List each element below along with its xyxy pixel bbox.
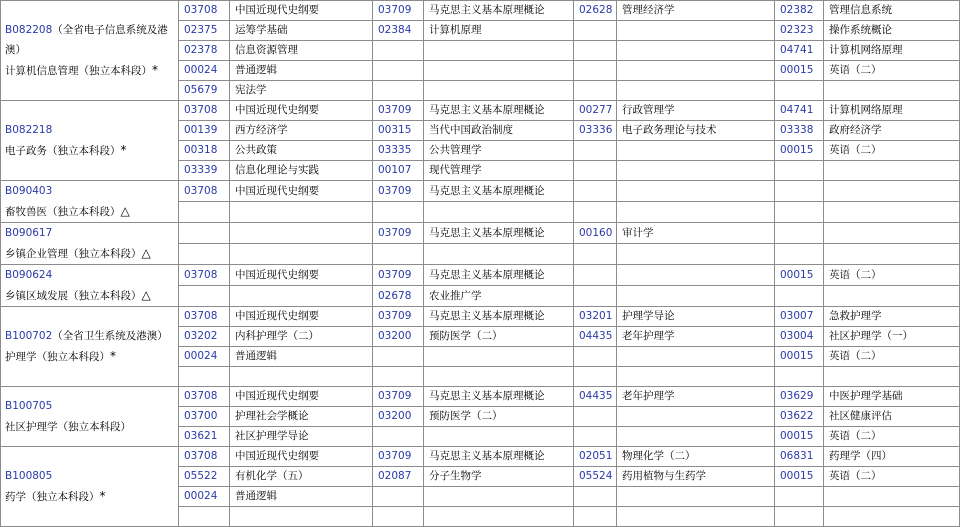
- course-code: 03708: [179, 1, 230, 21]
- course-code: 05524: [574, 467, 617, 487]
- course-code: 00318: [179, 141, 230, 161]
- course-name: [230, 286, 373, 307]
- course-name: [617, 367, 775, 387]
- table-row: [1, 1, 960, 21]
- course-name: 护理学导论: [617, 307, 775, 327]
- course-name: 物理化学（二）: [617, 447, 775, 467]
- course-code: [373, 347, 424, 367]
- course-name: [617, 202, 775, 223]
- course-code: [574, 21, 617, 41]
- table-row: [1, 307, 960, 327]
- major-cell: [1, 181, 179, 223]
- course-code: 03709: [373, 223, 424, 244]
- major-cell: [1, 387, 179, 447]
- course-code: 03201: [574, 307, 617, 327]
- course-code: [775, 181, 824, 202]
- course-code: [775, 487, 824, 507]
- course-name: [617, 507, 775, 527]
- course-name: 计算机网络原理: [824, 101, 960, 121]
- course-name: 预防医学（二）: [424, 407, 574, 427]
- major-name-line: [5, 285, 178, 306]
- course-name: [824, 487, 960, 507]
- course-name: [617, 141, 775, 161]
- course-name: 当代中国政治制度: [424, 121, 574, 141]
- course-name: 普通逻辑: [230, 487, 373, 507]
- course-name: [230, 367, 373, 387]
- course-name: 计算机网络原理: [824, 41, 960, 61]
- course-code: [373, 507, 424, 527]
- course-name: 马克思主义基本原理概论: [424, 447, 574, 467]
- course-code: 00024: [179, 347, 230, 367]
- major-mark: △: [141, 288, 151, 302]
- course-name: [824, 81, 960, 101]
- course-name: 英语（二）: [824, 347, 960, 367]
- major-code-line: [5, 120, 178, 140]
- major-scope-note: （全省电子信息系统及港澳）: [5, 24, 168, 56]
- course-code: [574, 161, 617, 181]
- course-name: [824, 223, 960, 244]
- course-name: 信息化理论与实践: [230, 161, 373, 181]
- course-code: 02678: [373, 286, 424, 307]
- major-mark: △: [120, 204, 130, 218]
- course-code: [775, 81, 824, 101]
- course-name: [424, 244, 574, 265]
- major-cell: [1, 223, 179, 265]
- major-mark: *: [99, 489, 106, 503]
- table-row: [1, 265, 960, 286]
- course-code: 03200: [373, 407, 424, 427]
- course-code: 05679: [179, 81, 230, 101]
- major-name-line: [5, 486, 178, 507]
- course-code: [775, 223, 824, 244]
- course-name: [230, 507, 373, 527]
- course-name: 社区护理学（一）: [824, 327, 960, 347]
- course-name: [424, 41, 574, 61]
- course-code: [574, 181, 617, 202]
- course-code: [373, 244, 424, 265]
- major-name: 电子政务（独立本科段）: [5, 145, 121, 157]
- major-code-line: [5, 326, 178, 346]
- course-name: 电子政务理论与技术: [617, 121, 775, 141]
- course-code: 04741: [775, 41, 824, 61]
- course-name: 急救护理学: [824, 307, 960, 327]
- course-name: 预防医学（二）: [424, 327, 574, 347]
- course-name: [424, 202, 574, 223]
- course-name: 分子生物学: [424, 467, 574, 487]
- course-name: [230, 202, 373, 223]
- course-code: 00015: [775, 265, 824, 286]
- course-name: [424, 507, 574, 527]
- major-name-line: [5, 243, 178, 264]
- course-name: 公共政策: [230, 141, 373, 161]
- course-name: [824, 161, 960, 181]
- major-cell: [1, 101, 179, 181]
- course-name: 英语（二）: [824, 265, 960, 286]
- course-name: 中国近现代史纲要: [230, 181, 373, 202]
- course-code: 03709: [373, 1, 424, 21]
- major-name-line: [5, 201, 178, 222]
- course-name: 中国近现代史纲要: [230, 387, 373, 407]
- course-code: [574, 244, 617, 265]
- major-mark: *: [110, 349, 116, 363]
- course-code: 02384: [373, 21, 424, 41]
- course-code: [775, 367, 824, 387]
- course-code: 00015: [775, 347, 824, 367]
- course-name: 马克思主义基本原理概论: [424, 1, 574, 21]
- course-name: 英语（二）: [824, 61, 960, 81]
- course-name: [230, 244, 373, 265]
- course-code: [373, 41, 424, 61]
- major-code-line: [5, 396, 178, 416]
- course-code: 00160: [574, 223, 617, 244]
- major-cell: [1, 1, 179, 101]
- course-code: 03708: [179, 181, 230, 202]
- major-code-line: [5, 466, 178, 486]
- course-name: 马克思主义基本原理概论: [424, 387, 574, 407]
- course-name: [424, 347, 574, 367]
- course-name: 运筹学基础: [230, 21, 373, 41]
- course-code: [179, 202, 230, 223]
- course-name: 老年护理学: [617, 327, 775, 347]
- course-code: 02628: [574, 1, 617, 21]
- course-name: [824, 286, 960, 307]
- course-code: 02051: [574, 447, 617, 467]
- major-name: 护理学（独立本科段）: [5, 351, 110, 363]
- major-cell: [1, 307, 179, 387]
- course-name: 中国近现代史纲要: [230, 447, 373, 467]
- table-row: [1, 101, 960, 121]
- major-mark: *: [152, 63, 158, 77]
- course-code: 04435: [574, 327, 617, 347]
- table-row: [1, 223, 960, 244]
- course-name: 普通逻辑: [230, 347, 373, 367]
- course-code: [574, 265, 617, 286]
- major-code: B090624: [5, 269, 53, 281]
- major-name: 计算机信息管理（独立本科段）: [5, 65, 152, 77]
- course-name: 操作系统概论: [824, 21, 960, 41]
- major-name-line: [5, 346, 178, 367]
- course-name: [617, 21, 775, 41]
- course-name: 中医护理学基础: [824, 387, 960, 407]
- major-code: B090617: [5, 227, 53, 239]
- major-code: B082218: [5, 124, 53, 136]
- course-name: [617, 407, 775, 427]
- course-name: 管理信息系统: [824, 1, 960, 21]
- course-name: [617, 286, 775, 307]
- course-code: 03709: [373, 387, 424, 407]
- course-code: [574, 141, 617, 161]
- course-code: 02382: [775, 1, 824, 21]
- course-name: [617, 487, 775, 507]
- course-name: [424, 61, 574, 81]
- course-code: 03708: [179, 265, 230, 286]
- course-code: 03338: [775, 121, 824, 141]
- course-name: 宪法学: [230, 81, 373, 101]
- course-name: 药用植物与生药学: [617, 467, 775, 487]
- course-code: [574, 286, 617, 307]
- major-name: 社区护理学（独立本科段）: [5, 421, 131, 433]
- major-code: B090403: [5, 185, 53, 197]
- course-code: 03004: [775, 327, 824, 347]
- course-code: 00107: [373, 161, 424, 181]
- course-code: 00015: [775, 427, 824, 447]
- course-name: 中国近现代史纲要: [230, 265, 373, 286]
- course-name: 内科护理学（二）: [230, 327, 373, 347]
- major-name: 畜牧兽医（独立本科段）: [5, 206, 121, 218]
- major-mark: △: [141, 246, 151, 260]
- course-name: 社区健康评估: [824, 407, 960, 427]
- course-code: [179, 244, 230, 265]
- course-name: [424, 427, 574, 447]
- major-name-line: [5, 416, 178, 437]
- course-code: 03708: [179, 101, 230, 121]
- course-code: [574, 81, 617, 101]
- course-code: 03709: [373, 101, 424, 121]
- major-mark: *: [120, 143, 127, 157]
- course-code: [775, 507, 824, 527]
- course-code: [574, 61, 617, 81]
- course-code: 02375: [179, 21, 230, 41]
- course-code: 03200: [373, 327, 424, 347]
- course-code: 06831: [775, 447, 824, 467]
- major-code-line: [5, 20, 178, 60]
- major-cell: [1, 265, 179, 307]
- course-name: 英语（二）: [824, 467, 960, 487]
- course-code: [775, 202, 824, 223]
- course-code: [179, 367, 230, 387]
- course-name: 马克思主义基本原理概论: [424, 223, 574, 244]
- course-code: [775, 244, 824, 265]
- course-code: 03709: [373, 447, 424, 467]
- course-code: 03700: [179, 407, 230, 427]
- major-name: 乡镇区域发展（独立本科段）: [5, 290, 142, 302]
- course-name: [617, 81, 775, 101]
- course-code: [775, 286, 824, 307]
- course-name: 中国近现代史纲要: [230, 307, 373, 327]
- course-code: 04435: [574, 387, 617, 407]
- course-name: [617, 161, 775, 181]
- course-code: [373, 61, 424, 81]
- course-code: [179, 507, 230, 527]
- course-code: 02378: [179, 41, 230, 61]
- course-code: 04741: [775, 101, 824, 121]
- course-code: [574, 41, 617, 61]
- course-code: 00015: [775, 61, 824, 81]
- course-name: 英语（二）: [824, 427, 960, 447]
- major-code-line: [5, 181, 178, 201]
- course-name: [617, 347, 775, 367]
- course-code: 00024: [179, 61, 230, 81]
- course-name: 公共管理学: [424, 141, 574, 161]
- course-name: [617, 427, 775, 447]
- course-code: 03708: [179, 387, 230, 407]
- course-code: [574, 487, 617, 507]
- course-name: [824, 181, 960, 202]
- course-name: 药理学（四）: [824, 447, 960, 467]
- course-name: [824, 507, 960, 527]
- course-name: [230, 223, 373, 244]
- course-code: 00015: [775, 141, 824, 161]
- major-code: B082208: [5, 24, 53, 36]
- course-code: 03339: [179, 161, 230, 181]
- course-name: 老年护理学: [617, 387, 775, 407]
- course-code: [179, 223, 230, 244]
- course-name: [424, 487, 574, 507]
- course-code: 03708: [179, 307, 230, 327]
- course-name: [617, 61, 775, 81]
- course-name: 管理经济学: [617, 1, 775, 21]
- course-name: [617, 181, 775, 202]
- course-name: [424, 367, 574, 387]
- course-name: 有机化学（五）: [230, 467, 373, 487]
- course-name: 社区护理学导论: [230, 427, 373, 447]
- course-code: 02087: [373, 467, 424, 487]
- major-name: 乡镇企业管理（独立本科段）: [5, 248, 142, 260]
- course-name: [617, 41, 775, 61]
- major-code-line: [5, 223, 178, 243]
- course-code: 05522: [179, 467, 230, 487]
- course-code: [373, 202, 424, 223]
- course-code: 03007: [775, 307, 824, 327]
- course-code: 03629: [775, 387, 824, 407]
- course-name: 计算机原理: [424, 21, 574, 41]
- course-name: 农业推广学: [424, 286, 574, 307]
- course-code: 03336: [574, 121, 617, 141]
- course-name: 普通逻辑: [230, 61, 373, 81]
- course-name: 西方经济学: [230, 121, 373, 141]
- course-code: [574, 347, 617, 367]
- course-code: 03622: [775, 407, 824, 427]
- course-name: [824, 202, 960, 223]
- course-name: [617, 265, 775, 286]
- course-name: 马克思主义基本原理概论: [424, 181, 574, 202]
- course-name: [824, 244, 960, 265]
- course-name: [617, 244, 775, 265]
- course-name: 信息资源管理: [230, 41, 373, 61]
- major-name-line: [5, 60, 178, 81]
- course-name: 马克思主义基本原理概论: [424, 307, 574, 327]
- course-code: [574, 427, 617, 447]
- course-code: 03709: [373, 181, 424, 202]
- course-code: 03621: [179, 427, 230, 447]
- major-code-line: [5, 265, 178, 285]
- course-code: 03709: [373, 307, 424, 327]
- course-code: 03202: [179, 327, 230, 347]
- course-code: 00015: [775, 467, 824, 487]
- course-code: 00315: [373, 121, 424, 141]
- course-code: 00277: [574, 101, 617, 121]
- table-row: [1, 181, 960, 202]
- course-code: 02323: [775, 21, 824, 41]
- major-name: 药学（独立本科段）: [5, 491, 100, 503]
- course-code: 03708: [179, 447, 230, 467]
- course-code: [775, 161, 824, 181]
- course-name: 英语（二）: [824, 141, 960, 161]
- course-code: [574, 507, 617, 527]
- course-code: [574, 367, 617, 387]
- major-cell: [1, 447, 179, 527]
- course-name: 行政管理学: [617, 101, 775, 121]
- course-code: [179, 286, 230, 307]
- table-row: [1, 387, 960, 407]
- course-name: 护理社会学概论: [230, 407, 373, 427]
- course-name: 中国近现代史纲要: [230, 101, 373, 121]
- major-name-line: [5, 140, 178, 161]
- course-name: 政府经济学: [824, 121, 960, 141]
- course-code: [373, 367, 424, 387]
- course-code: 03709: [373, 265, 424, 286]
- major-code: B100805: [5, 470, 53, 482]
- course-name: 现代管理学: [424, 161, 574, 181]
- course-code: 00024: [179, 487, 230, 507]
- major-code: B100705: [5, 400, 53, 412]
- course-code: [373, 81, 424, 101]
- course-name: 马克思主义基本原理概论: [424, 101, 574, 121]
- major-scope-note: （全省卫生系统及港澳）: [52, 330, 168, 342]
- course-code: [574, 202, 617, 223]
- course-name: 马克思主义基本原理概论: [424, 265, 574, 286]
- course-code: 00139: [179, 121, 230, 141]
- course-name: [424, 81, 574, 101]
- table-row: [1, 447, 960, 467]
- course-code: 03335: [373, 141, 424, 161]
- major-code: B100702: [5, 330, 53, 342]
- course-name: [824, 367, 960, 387]
- course-name: 中国近现代史纲要: [230, 1, 373, 21]
- course-code: [574, 407, 617, 427]
- course-name: 审计学: [617, 223, 775, 244]
- course-code: [373, 487, 424, 507]
- course-code: [373, 427, 424, 447]
